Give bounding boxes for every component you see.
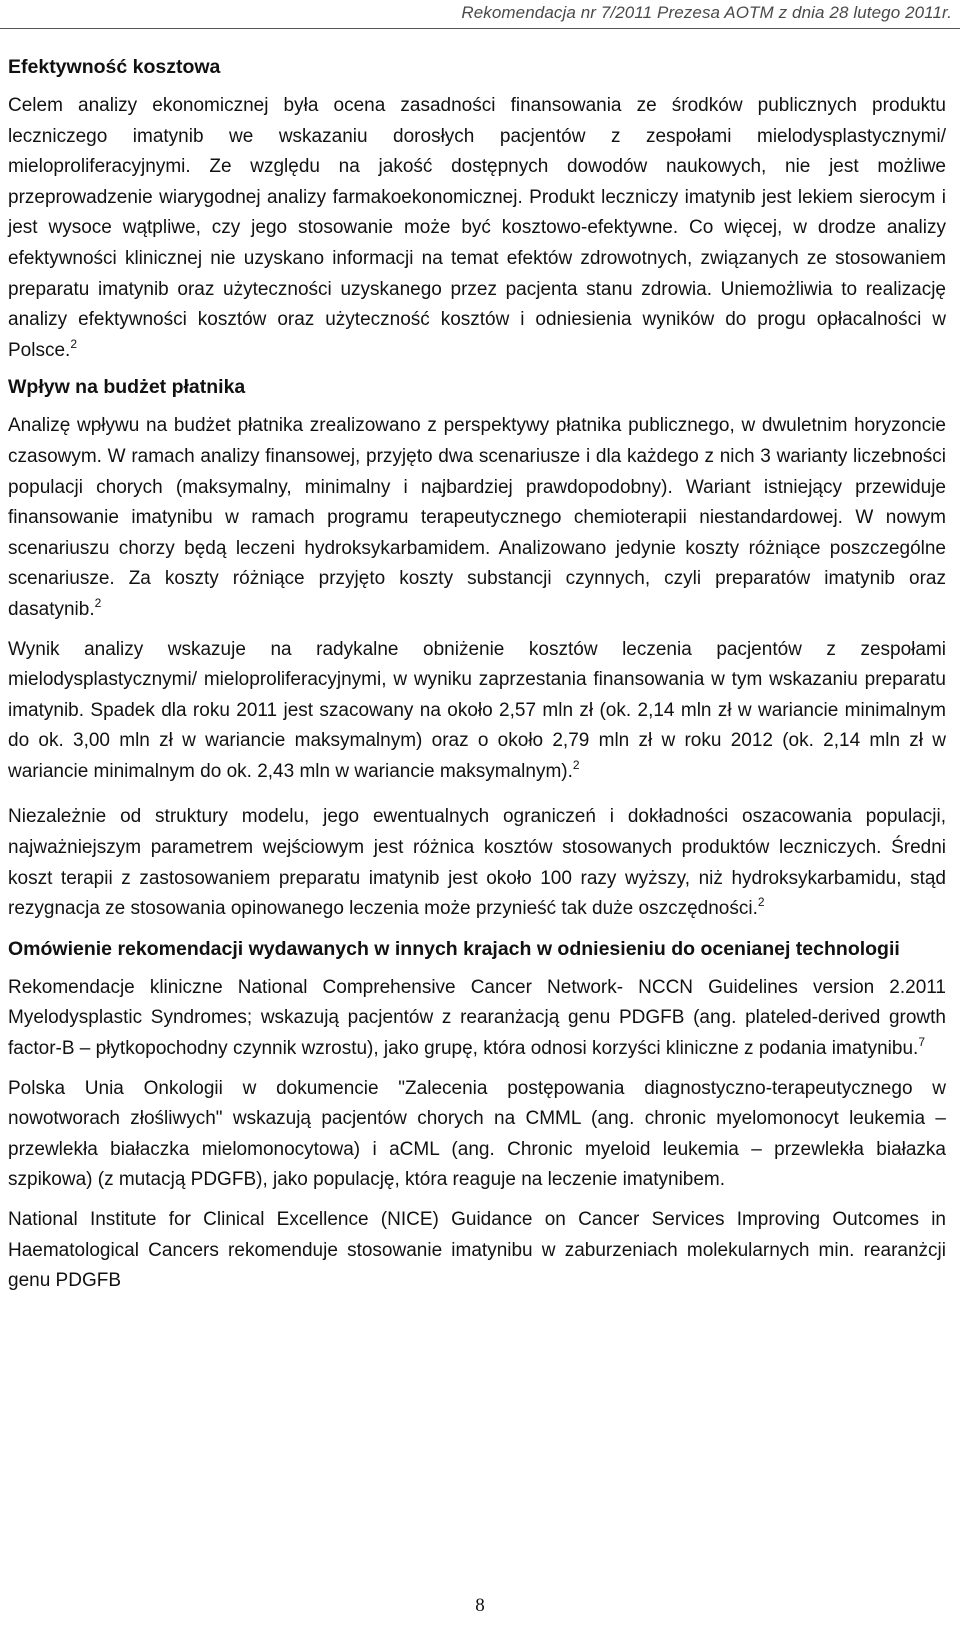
paragraph-budget-impact-3: Niezależnie od struktury modelu, jego ewentualnych ograniczeń i dokładności oszacowania populacji, najważniejszym parametrem wejściowym jest różnica kosztów stosowanych produktów leczniczych. Średni koszt terapii z zastosowaniem preparatu imatynib jest około 100 razy wyższy, niż hydroksykarbamidu, stąd rezygnacja ze stosowania opinowanego leczenia może przynieść tak duże oszczędności.$^2$: [8, 806, 946, 920]
paragraph-cost-effectiveness: Celem analizy ekonomicznej była ocena zasadności finansowania ze środków publicznych produktu leczniczego imatynib we wskazaniu dorosłych pacjentów z zespołami mielodysplastycznymi/ mieloproliferacyjnymi. Ze względu na jakość dostępnych dowodów naukowych, nie jest możliwe przeprowadzenie wiarygodnej analizy farmakoekonomicznej. Produkt leczniczy imatynib jest lekiem sierocym i jest wysoce wątpliwe, czy jego stosowanie może być kosztowo-efektywne. Co więcej, w drodze analizy efektywności klinicznej nie uzyskano informacji na temat efektów zdrowotnych, związanych ze stosowaniem preparatu imatynib oraz użyteczności uzyskanego przez pacjenta stanu zdrowia. Uniemożliwia to realizację analizy efektywności kosztów oraz użyteczność kosztów i odniesienia wyników do progu opłacalności w Polsce.$^2$: [8, 95, 946, 361]
header-rule: [0, 28, 960, 29]
section-heading-budget-impact: Wpływ na budżet płatnika: [8, 376, 246, 399]
running-header: Rekomendacja nr 7/2011 Prezesa AOTM z dnia 28 lutego 2011r.: [461, 3, 952, 22]
paragraph-budget-impact-2: Wynik analizy wskazuje na radykalne obniżenie kosztów leczenia pacjentów z zespołami mielodysplastycznymi/ mieloproliferacyjnymi, w wyniku zaprzestania finansowania w tym wskazaniu preparatu imatynib. Spadek dla roku 2011 jest szacowany na około 2,57 mln zł (ok. 2,14 mln zł w wariancie minimalnym do ok. 3,00 mln zł w wariancie maksymalnym) oraz o około 2,79 mln zł w roku 2012 (ok. 2,14 mln zł w wariancie minimalnym do ok. 2,43 mln w wariancie maksymalnym).$^2$: [8, 638, 946, 782]
section-heading-cost-effectiveness: Efektywność kosztowa: [8, 56, 221, 78]
paragraph-other-countries-3: National Institute for Clinical Excellence (NICE) Guidance on Cancer Services Improving Outcomes in Haematological Cancers rekomenduje stosowanie imatynibu w zaburzeniach molekularnych min. rearanżcji genu PDGFB: [8, 1209, 946, 1292]
footnote-ref: 2: [94, 595, 102, 610]
paragraph-budget-impact-1: Analizę wpływu na budżet płatnika zrealizowano z perspektywy płatnika publicznego, w dwuletnim horyzoncie czasowym. W ramach analizy finansowej, przyjęto dwa scenariusze i dla każdego z nich 3 warianty liczebności populacji chorych (maksymalny, minimalny i najbardziej prawdopodobny). Wariant istniejący przewiduje finansowanie imatynibu w ramach programu terapeutycznego chemioterapii niestandardowej. W nowym scenariuszu chorzy będą leczeni hydroksykarbamidem. Analizowano jedynie koszty różniące poszczególne scenariusze. Za koszty różniące przyjęto koszty substancji czynnych, czyli preparatów imatynib oraz dasatynib.$^2$: [8, 415, 946, 620]
paragraph-other-countries-2: Polska Unia Onkologii w dokumencie "Zalecenia postępowania diagnostyczno-terapeutycznego w nowotworach złośliwych" wskazują pacjentów chorych na CMML (ang. chronic myelomonocyt leukemia – przewlekła białaczka mielomonocytowa) i aCML (ang. Chronic myeloid leukemia – przewlekła białazka szpikowa) (z mutacją PDGFB), jako populację, która reaguje na leczenie imatynibem.: [8, 1077, 946, 1191]
footnote-ref: 2: [757, 895, 765, 910]
section-heading-other-countries: Omówienie rekomendacji wydawanych w innych krajach w odniesieniu do ocenianej technologii: [8, 937, 900, 960]
paragraph-other-countries-1: Rekomendacje kliniczne National Comprehensive Cancer Network- NCCN Guidelines version 2.2011 Myelodysplastic Syndromes; wskazują pacjentów z rearanżacją genu PDGFB (ang. plateled-derived growth factor-B – płytkopochodny czynnik wzrostu), jako grupę, która odnosi korzyści kliniczne z podania imatynibu.$^7$: [8, 976, 946, 1060]
page-content: [8, 52, 946, 1297]
footnote-ref: 2: [572, 757, 580, 772]
page-number: 8: [475, 1595, 485, 1616]
footnote-ref: 7: [918, 1035, 926, 1050]
footnote-ref: 2: [70, 336, 77, 351]
